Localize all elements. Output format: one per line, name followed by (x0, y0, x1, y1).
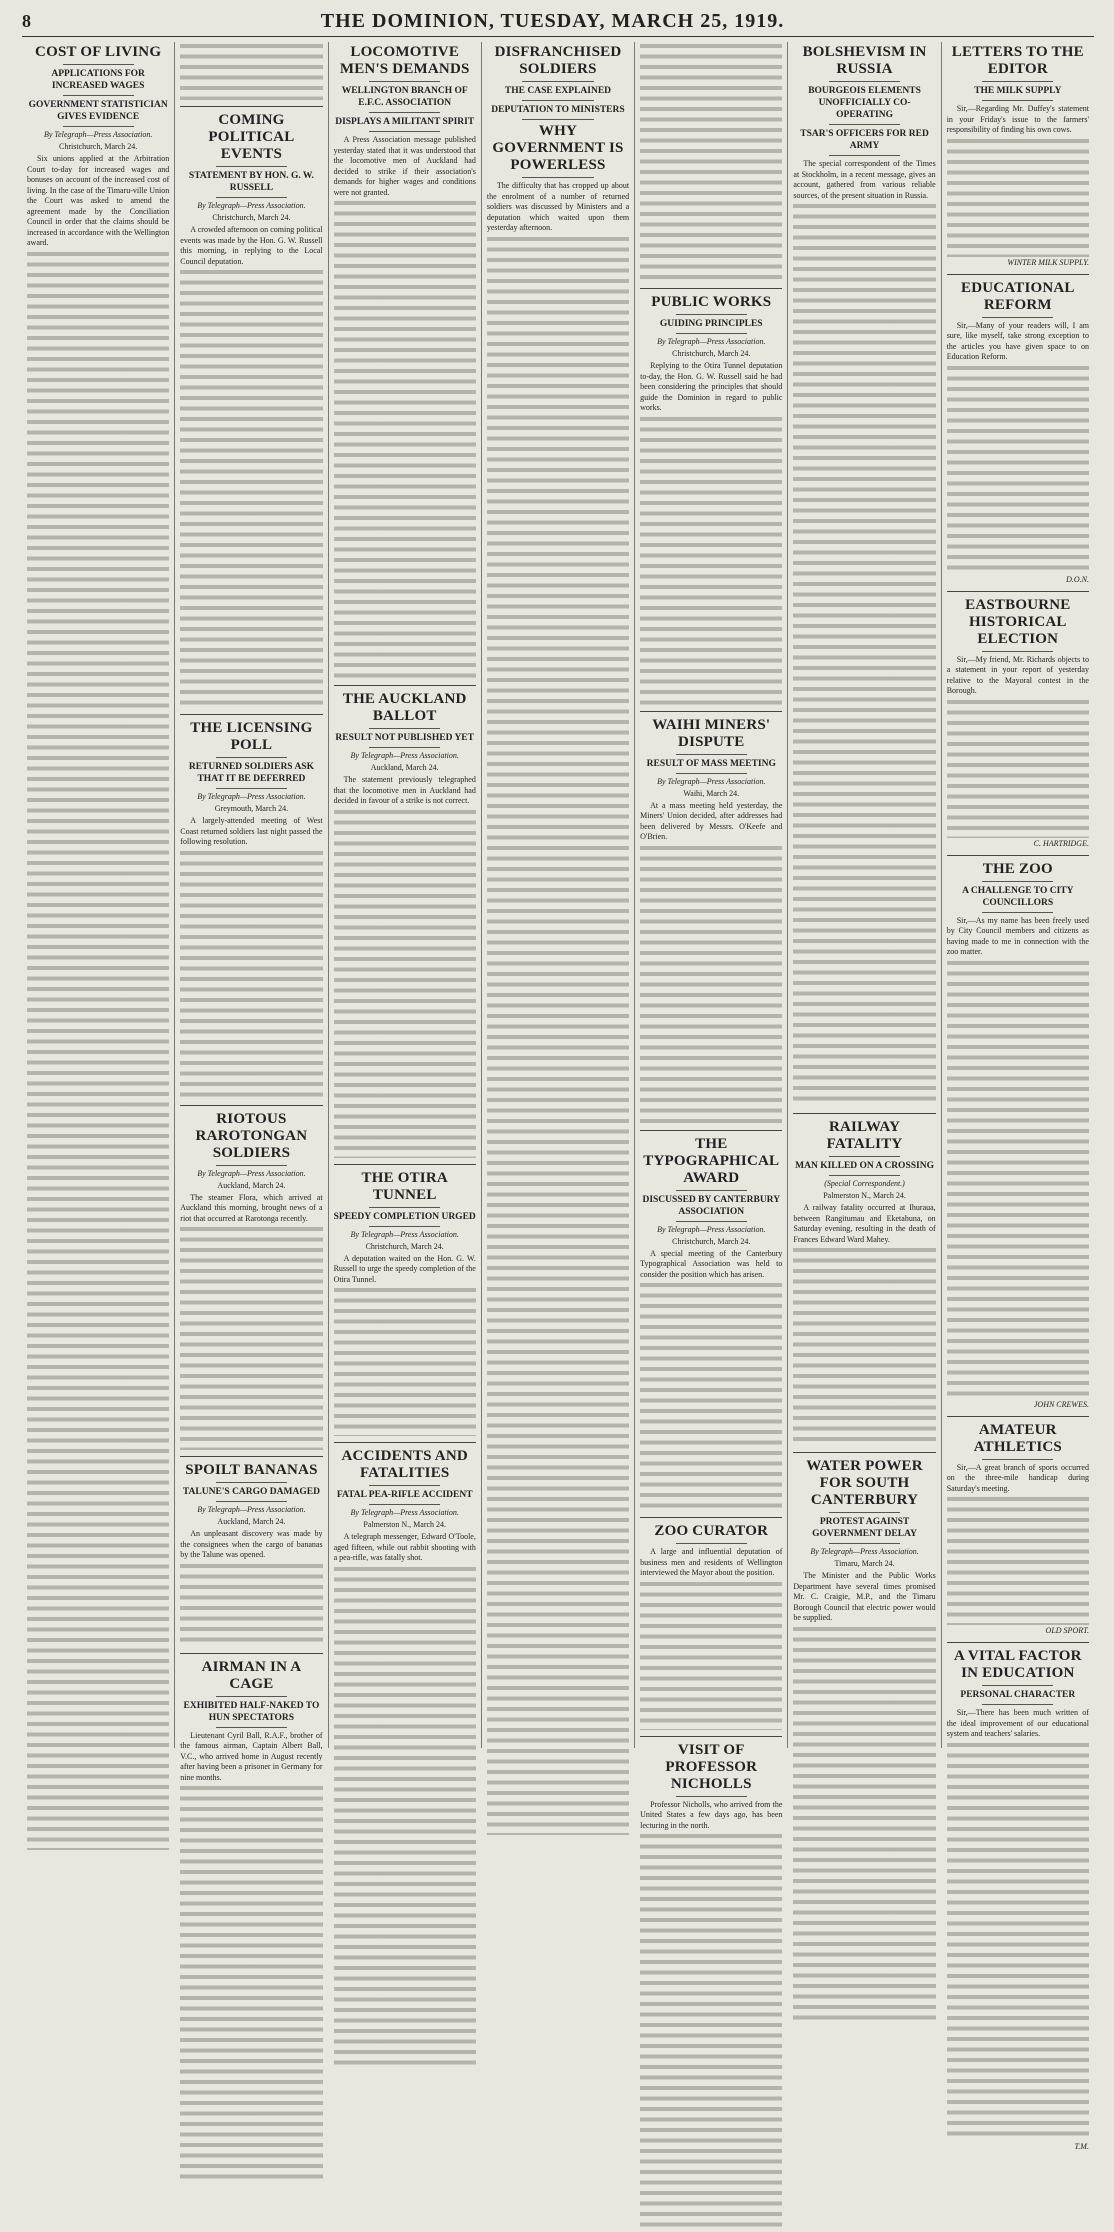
dateline: Christchurch, March 24. (640, 1237, 782, 1247)
article-accidents-and-fatalities (334, 1448, 476, 2065)
headline: BOLSHEVISM IN RUSSIA (793, 44, 935, 78)
byline: By Telegraph—Press Association. (793, 1547, 935, 1557)
deck: SPEEDY COMPLETION URGED (334, 1211, 476, 1223)
deck: RESULT NOT PUBLISHED YET (334, 732, 476, 744)
article-text: A special meeting of the Canterbury Typographical Association was held to consider the position which has arisen. (640, 1249, 782, 1281)
article-body-text (640, 415, 782, 705)
column-4 (482, 42, 635, 1748)
deck: THE MILK SUPPLY (947, 85, 1089, 97)
headline: THE ZOO (947, 861, 1089, 878)
deck: MAN KILLED ON A CROSSING (793, 1160, 935, 1172)
article-disfranchised-soldiers (487, 44, 629, 1835)
column-6 (788, 42, 941, 1748)
byline: By Telegraph—Press Association. (334, 1508, 476, 1518)
signature: WINTER MILK SUPPLY. (947, 258, 1089, 268)
deck: PROTEST AGAINST GOVERNMENT DELAY (793, 1516, 935, 1540)
headline: THE AUCKLAND BALLOT (334, 691, 476, 725)
letter-body-text (947, 364, 1089, 574)
deck: FATAL PEA-RIFLE ACCIDENT (334, 1489, 476, 1501)
signature: T.M. (947, 2142, 1089, 2152)
headline: VISIT OF PROFESSOR NICHOLLS (640, 1742, 782, 1793)
headline: EDUCATIONAL REFORM (947, 280, 1089, 314)
letter-body-text (947, 698, 1089, 838)
article-body-text (180, 268, 322, 708)
article-body-text (640, 42, 782, 282)
byline: By Telegraph—Press Association. (334, 1230, 476, 1240)
headline: THE TYPOGRAPHICAL AWARD (640, 1136, 782, 1187)
letter-body-text (947, 1741, 1089, 2141)
article-text: A railway fatality occurred at Ihuraua, between Rangitumau and Eketahuna, on Saturday evening, resulting in the death of Frances Edward Ward Mahey. (793, 1203, 935, 1245)
letter-body-text (947, 1495, 1089, 1625)
byline: By Telegraph—Press Association. (27, 130, 169, 140)
letter-text: Sir,—A great branch of sports occurred on the three-mile handicap during Saturday's meeting. (947, 1463, 1089, 1495)
article-text: At a mass meeting held yesterday, the Miners' Union decided, after addresses had been delivered by Messrs. O'Keefe and O'Brien. (640, 801, 782, 843)
signature: D.O.N. (947, 575, 1089, 585)
article-body-text (793, 1625, 935, 2025)
headline: AMATEUR ATHLETICS (947, 1422, 1089, 1456)
deck: DISCUSSED BY CANTERBURY ASSOCIATION (640, 1194, 782, 1218)
headline: SPOILT BANANAS (180, 1462, 322, 1479)
signature: JOHN CREWES. (947, 1400, 1089, 1410)
column-3 (329, 42, 482, 1748)
dateline: Palmerston N., March 24. (334, 1520, 476, 1530)
dateline: Auckland, March 24. (334, 763, 476, 773)
subdeck: TSAR'S OFFICERS FOR RED ARMY (793, 128, 935, 152)
headline: ACCIDENTS AND FATALITIES (334, 1448, 476, 1482)
letter-text: Sir,—My friend, Mr. Richards objects to a statement in your report of yesterday relative to the Mayoral contest in the Borough. (947, 655, 1089, 697)
headline: THE OTIRA TUNNEL (334, 1170, 476, 1204)
article-text: The special correspondent of the Times at Stockholm, in a recent message, gives an account, gathered from various reliable sources, of the present situation in Russia. (793, 159, 935, 201)
article-text: The Minister and the Public Works Department have several times promised Mr. C. Craigie, M.P., and the Timaru Borough Council that electric power would be supplied. (793, 1571, 935, 1624)
deck: TALUNE'S CARGO DAMAGED (180, 1486, 322, 1498)
deck: A CHALLENGE TO CITY COUNCILLORS (947, 885, 1089, 909)
article-rarotongan-soldiers (180, 1111, 322, 1451)
paper-title-date: THE DOMINION, TUESDAY, MARCH 25, 1919. (321, 10, 784, 33)
letter-text: Sir,—Regarding Mr. Duffey's statement in your Friday's issue to the farmers' responsibility of finding his own cows. (947, 104, 1089, 136)
article-licensing-poll (180, 720, 322, 1099)
article-spoilt-bananas (180, 1462, 322, 1647)
byline: By Telegraph—Press Association. (640, 777, 782, 787)
article-body-text (640, 1832, 782, 2232)
article-text: The statement previously telegraphed that the locomotive men in Auckland had decided in favour of a strike is not correct. (334, 775, 476, 807)
article-railway-fatality (793, 1119, 935, 1446)
dateline: Greymouth, March 24. (180, 804, 322, 814)
article-body-text (334, 1565, 476, 2065)
article-body-text (793, 1246, 935, 1446)
letter-body-text (947, 959, 1089, 1399)
column-7 (942, 42, 1094, 1748)
article-text: Replying to the Otira Tunnel deputation to-day, the Hon. G. W. Russell said he had been considering the principles that should guide the Dominion in regard to public works. (640, 361, 782, 414)
article-body-text (487, 235, 629, 1835)
article-body-text (640, 1281, 782, 1511)
article-body-text (180, 1225, 322, 1450)
article-bolshevism-in-russia (793, 44, 935, 1107)
byline: By Telegraph—Press Association. (640, 1225, 782, 1235)
article-professor-nicholls (640, 1742, 782, 2232)
article-coming-political-events (180, 42, 322, 708)
article-body-text (793, 202, 935, 1107)
headline: WAIHI MINERS' DISPUTE (640, 717, 782, 751)
article-body-text (334, 808, 476, 1158)
dateline: Auckland, March 24. (180, 1181, 322, 1191)
masthead (22, 6, 1094, 37)
letter-eastbourne-election (947, 597, 1089, 849)
byline: By Telegraph—Press Association. (180, 792, 322, 802)
byline: (Special Correspondent.) (793, 1179, 935, 1189)
article-text: A deputation waited on the Hon. G. W. Russell to urge the speedy completion of the Otira Tunnel. (334, 1254, 476, 1286)
article-body-text (27, 250, 169, 1850)
deck: PERSONAL CHARACTER (947, 1689, 1089, 1701)
article-body-text (180, 1562, 322, 1647)
deck: WELLINGTON BRANCH OF E.F.C. ASSOCIATION (334, 85, 476, 109)
letter-text: Sir,—Many of your readers will, I am sure, like myself, take strong exception to the articles you have given space to on Education Reform. (947, 321, 1089, 363)
article-water-power (793, 1458, 935, 2025)
letter-milk-supply (947, 44, 1089, 268)
article-body-text (334, 1286, 476, 1436)
deck: GUIDING PRINCIPLES (640, 318, 782, 330)
headline: RIOTOUS RAROTONGAN SOLDIERS (180, 1111, 322, 1162)
signature: C. HARTRIDGE. (947, 839, 1089, 849)
deck: BOURGEOIS ELEMENTS UNOFFICIALLY CO-OPERATING (793, 85, 935, 121)
article-auckland-ballot (334, 691, 476, 1158)
article-body-text (640, 844, 782, 1124)
deck: THE CASE EXPLAINED (487, 85, 629, 97)
article-text: The steamer Flora, which arrived at Auckland this morning, brought news of a riot that occurred at Rarotonga recently. (180, 1193, 322, 1225)
headline: RAILWAY FATALITY (793, 1119, 935, 1153)
article-cost-of-living (27, 44, 169, 1850)
columns (22, 42, 1094, 1748)
headline: LOCOMOTIVE MEN'S DEMANDS (334, 44, 476, 78)
deck: RETURNED SOLDIERS ASK THAT IT BE DEFERRED (180, 761, 322, 785)
article-text: A Press Association message published yesterday stated that it was understood that the locomotive men of Auckland had decided to strike if their association's demands for higher wages and conditions were not granted. (334, 135, 476, 198)
signature: OLD SPORT. (947, 1626, 1089, 1636)
byline: By Telegraph—Press Association. (640, 337, 782, 347)
headline: THE LICENSING POLL (180, 720, 322, 754)
letter-body-text (947, 137, 1089, 257)
headline: COST OF LIVING (27, 44, 169, 61)
subdeck: GOVERNMENT STATISTICIAN GIVES EVIDENCE (27, 99, 169, 123)
headline-secondary: WHY GOVERNMENT IS POWERLESS (487, 123, 629, 174)
letter-vital-factor-education (947, 1648, 1089, 2152)
article-text: A telegraph messenger, Edward O'Toole, aged fifteen, while out rabbit shooting with a pea-rifle, was fatally shot. (334, 1532, 476, 1564)
article-text: A crowded afternoon on coming political events was made by the Hon. G. W. Russell this morning, in replying to the Local Council deputation. (180, 225, 322, 267)
letter-text: Sir,—There has been much written of the ideal improvement of our educational system and teachers' salaries. (947, 1708, 1089, 1740)
dateline: Timaru, March 24. (793, 1559, 935, 1569)
byline: By Telegraph—Press Association. (180, 1169, 322, 1179)
letter-text: Sir,—As my name has been freely used by City Council members and citizens as having made to me in connection with the zoo matter. (947, 916, 1089, 958)
article-body-text (180, 849, 322, 1099)
byline: By Telegraph—Press Association. (180, 201, 322, 211)
byline: By Telegraph—Press Association. (334, 751, 476, 761)
deck: EXHIBITED HALF-NAKED TO HUN SPECTATORS (180, 1700, 322, 1724)
subdeck: DEPUTATION TO MINISTERS (487, 104, 629, 116)
article-otira-tunnel (334, 1170, 476, 1437)
article-airman-in-a-cage (180, 1659, 322, 2185)
dateline: Palmerston N., March 24. (793, 1191, 935, 1201)
article-typographical-award (640, 1136, 782, 1512)
headline: ZOO CURATOR (640, 1523, 782, 1540)
article-body-text (640, 1580, 782, 1730)
headline: LETTERS TO THE EDITOR (947, 44, 1089, 78)
article-body-text (180, 1784, 322, 2184)
dateline: Christchurch, March 24. (27, 142, 169, 152)
article-body-text (180, 42, 322, 100)
letter-amateur-athletics (947, 1422, 1089, 1637)
dateline: Christchurch, March 24. (334, 1242, 476, 1252)
article-body-text (334, 199, 476, 679)
headline: A VITAL FACTOR IN EDUCATION (947, 1648, 1089, 1682)
dateline: Waihi, March 24. (640, 789, 782, 799)
article-text: A large and influential deputation of business men and residents of Wellington interviewed the Mayor about the position. (640, 1547, 782, 1579)
article-zoo-curator (640, 1523, 782, 1730)
column-2 (175, 42, 328, 1748)
headline: PUBLIC WORKS (640, 294, 782, 311)
dateline: Auckland, March 24. (180, 1517, 322, 1527)
article-locomotive-mens-demands (334, 44, 476, 679)
letter-educational-reform (947, 280, 1089, 585)
article-text: Professor Nicholls, who arrived from the United States a few days ago, has been lecturing in the north. (640, 1800, 782, 1832)
article-text: Lieutenant Cyril Ball, R.A.F., brother of the famous airman, Captain Albert Ball, V.C., who arrived home in August recently after having been a prisoner in Germany for nine months. (180, 1731, 322, 1784)
byline: By Telegraph—Press Association. (180, 1505, 322, 1515)
headline: AIRMAN IN A CAGE (180, 1659, 322, 1693)
article-waihi-miners-dispute (640, 717, 782, 1124)
article-text: A largely-attended meeting of West Coast returned soldiers last night passed the following resolution. (180, 816, 322, 848)
subdeck: DISPLAYS A MILITANT SPIRIT (334, 116, 476, 128)
headline: EASTBOURNE HISTORICAL ELECTION (947, 597, 1089, 648)
headline: DISFRANCHISED SOLDIERS (487, 44, 629, 78)
article-public-works (640, 294, 782, 705)
dateline: Christchurch, March 24. (640, 349, 782, 359)
letter-the-zoo (947, 861, 1089, 1410)
article-text: Six unions applied at the Arbitration Court to-day for increased wages and bonuses on account of the increased cost of living. In the case of the Timaru-ville Union the Court was asked to amend the agreement made by the Conciliation Council in order that the claims should be increased in accordance with the Wellington award. (27, 154, 169, 249)
column-5 (635, 42, 788, 1748)
deck: RESULT OF MASS MEETING (640, 758, 782, 770)
deck: APPLICATIONS FOR INCREASED WAGES (27, 68, 169, 92)
deck: STATEMENT BY HON. G. W. RUSSELL (180, 170, 322, 194)
headline: WATER POWER FOR SOUTH CANTERBURY (793, 1458, 935, 1509)
column-1 (22, 42, 175, 1748)
article-text: An unpleasant discovery was made by the consignees when the cargo of bananas by the Talune was opened. (180, 1529, 322, 1561)
page-number: 8 (22, 11, 31, 32)
article-text: The difficulty that has cropped up about the enrolment of a number of returned soldiers was discussed by Ministers and a deputation which waited upon them yesterday afternoon. (487, 181, 629, 234)
headline: COMING POLITICAL EVENTS (180, 112, 322, 163)
dateline: Christchurch, March 24. (180, 213, 322, 223)
